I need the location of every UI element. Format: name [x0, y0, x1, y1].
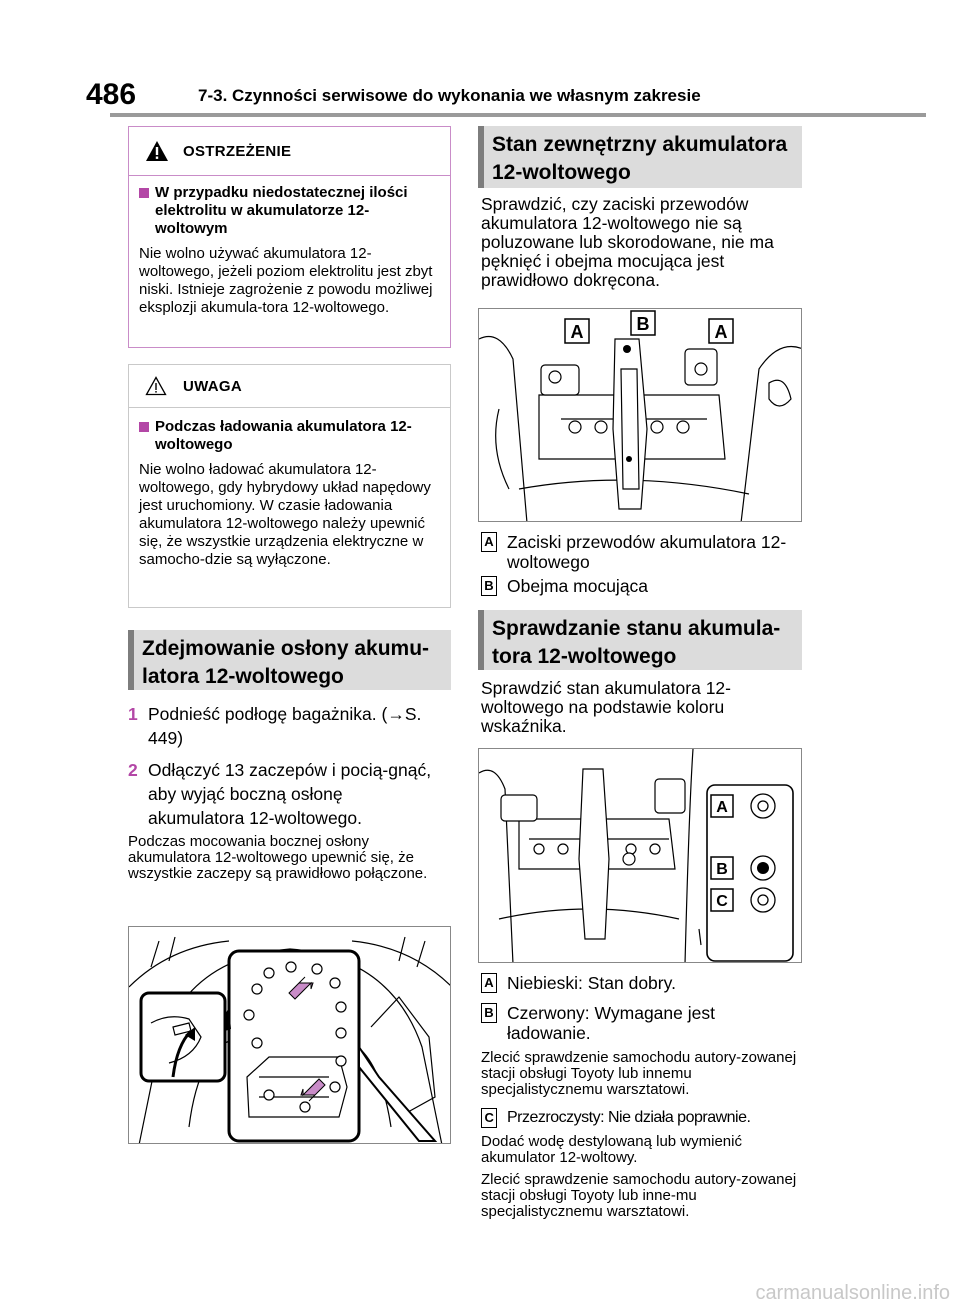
notice-subtitle: Podczas ładowania akumulatora 12-woltowego — [139, 418, 440, 454]
warning-subtitle: W przypadku niedostatecznej ilości elektrolitu w akumulatorze 12-woltowym — [139, 184, 440, 238]
indicator-key-c: C — [716, 893, 728, 910]
warning-triangle-icon — [145, 140, 169, 162]
callout-b: B — [636, 314, 650, 334]
page-number: 486 — [86, 78, 137, 111]
indicator-key-a: A — [716, 799, 728, 816]
section-heading-remove-cover: Zdejmowanie osłony akumu-latora 12-woltowego — [128, 630, 451, 690]
indicator-key-b: B — [716, 861, 728, 878]
bullet-square-icon — [139, 188, 149, 198]
trunk-cover-illustration — [128, 926, 451, 1144]
legend-b: B Obejma mocująca — [481, 576, 799, 596]
notice-text: Nie wolno ładować akumulatora 12-woltowego, gdy hybrydowy układ napędowy jest uruchomiony. W czasie ładowania akumulatora 12-woltowego należy upewnić się, że wszystkie urządzenia elektryczne w samocho-dzie są wyłączone. — [139, 461, 431, 568]
battery-indicator-illustration — [478, 748, 802, 963]
step-1: 1 Podnieść podłogę bagażnika. (→S. 449) — [128, 704, 422, 748]
warning-header — [129, 127, 450, 176]
warning-title: OSTRZEŻENIE — [183, 142, 292, 160]
indicator-legend-c: C Przezroczysty: Nie działa poprawnie. — [481, 1108, 799, 1128]
callout-a-right: A — [714, 322, 728, 342]
warning-box — [128, 126, 451, 348]
watermark-footer: carmanualsonline.info — [755, 1282, 950, 1304]
chapter-title: 7-3. Czynności serwisowe do wykonania we własnym zakresie — [198, 86, 701, 105]
legend-key-b: B — [481, 576, 497, 596]
notice-box — [128, 364, 451, 608]
legend-c-note-2: Zlecić sprawdzenie samochodu autory-zowanej stacji obsługi Toyoty lub inne-mu specjalistycznemu warsztatowi. — [481, 1171, 797, 1220]
notice-title: UWAGA — [183, 377, 242, 395]
step-2: 2 Odłączyć 13 zaczepów i pocią-gnąć, aby wyjąć boczną osłonę akumulatora 12-woltowego. — [128, 760, 432, 828]
header-rule — [110, 113, 926, 117]
legend-key-c: C — [481, 1108, 497, 1128]
legend-key-a: A — [481, 532, 497, 552]
legend-a: A Zaciski przewodów akumulatora 12-woltowego — [481, 532, 799, 572]
indicator-legend-a: A Niebieski: Stan dobry. — [481, 973, 799, 993]
bullet-square-icon — [139, 422, 149, 432]
legend-key-a: A — [481, 973, 497, 993]
exterior-text: Sprawdzić, czy zaciski przewodów akumulatora 12-woltowego nie są poluzowane lub skorodowane, nie ma pęknięć i obejma mocująca jest prawidłowo dokręcona. — [481, 194, 774, 290]
legend-c-note-1: Dodać wodę destylowaną lub wymienić akumulator 12-woltowy. — [481, 1133, 742, 1166]
section-heading-exterior: Stan zewnętrzny akumulatora 12-woltowego — [478, 126, 802, 188]
legend-b-note: Zlecić sprawdzenie samochodu autory-zowanej stacji obsługi Toyoty lub innemu specjalistycznemu warsztatowi. — [481, 1049, 797, 1098]
remove-cover-note: Podczas mocowania bocznej osłony akumulatora 12-woltowego upewnić się, że wszystkie zaczepy są prawidłowo połączone. — [128, 833, 428, 882]
section-heading-condition: Sprawdzanie stanu akumula-tora 12-woltowego — [478, 610, 802, 670]
caution-triangle-icon — [145, 376, 167, 396]
indicator-legend-b: B Czerwony: Wymagane jest ładowanie. — [481, 1003, 799, 1043]
notice-header — [129, 365, 450, 408]
callout-a-left: A — [570, 322, 584, 342]
warning-text: Nie wolno używać akumulatora 12-woltowego, jeżeli poziom elektrolitu jest zbyt niski. Istnieje zagrożenie z powodu możliwej eksplozji akumula-tora 12-woltowego. — [139, 245, 433, 316]
condition-text: Sprawdzić stan akumulatora 12-woltowego na podstawie koloru wskaźnika. — [481, 678, 731, 736]
legend-key-b: B — [481, 1003, 497, 1023]
battery-terminals-illustration — [478, 308, 802, 522]
